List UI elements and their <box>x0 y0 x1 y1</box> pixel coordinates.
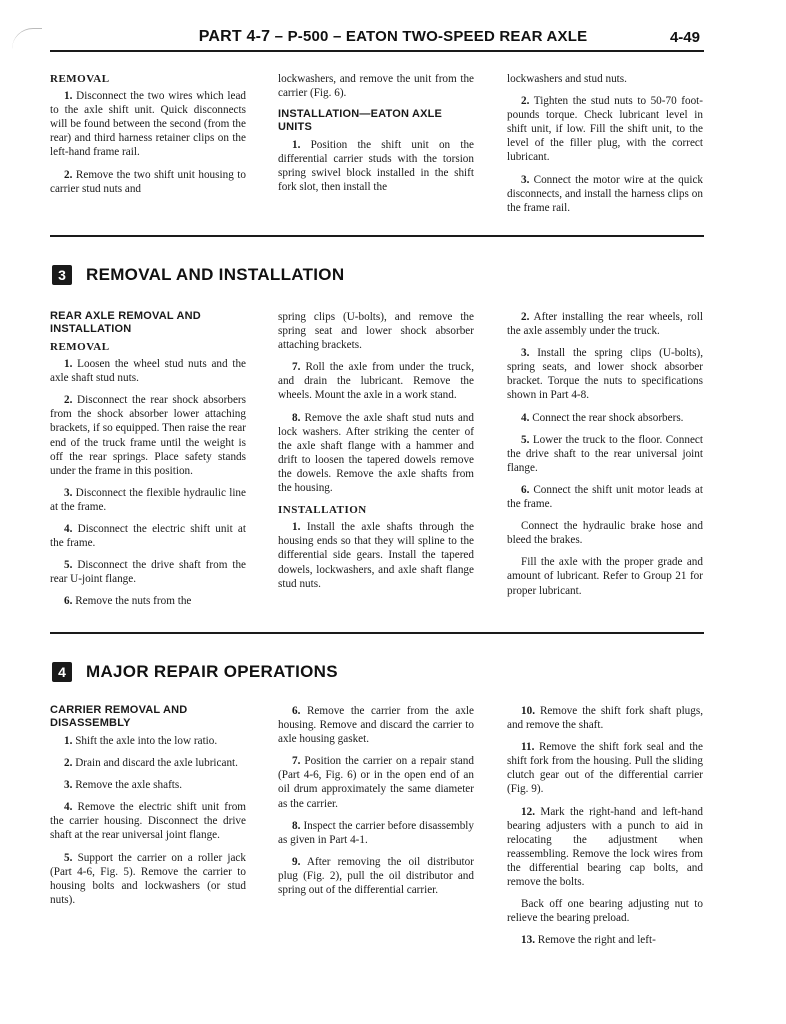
paragraph-text: Inspect the carrier before disassembly as given in Part 4-1. <box>278 819 475 846</box>
step-number: 5. <box>64 851 73 864</box>
header-dash: – <box>274 28 284 45</box>
paragraph-text: Remove the carrier from the axle housing. Remove and discard the carrier to axle housing gasket. <box>278 705 474 746</box>
paragraph-text: After installing the rear wheels, roll the axle assembly under the truck. <box>507 311 703 338</box>
step-number: 3. <box>521 347 530 360</box>
paragraph <box>278 310 474 352</box>
paragraph <box>50 89 246 159</box>
section-3-column-3 <box>507 310 703 606</box>
step-number: 8. <box>292 819 301 832</box>
paragraph-text: Support the carrier on a roller jack (Part 4-6, Fig. 5). Remove the carrier to housing bolts and lockwashers (or stud nuts). <box>50 851 246 906</box>
step-number: 13. <box>521 934 535 947</box>
paragraph-text: Disconnect the two wires which lead to the axle shift unit. Quick disconnects will be found between the second (from the rear) and third harness retainer clips on the left-hand frame rail. <box>50 90 247 159</box>
paragraph-text: Shift the axle into the low ratio. <box>75 735 218 747</box>
step-number: 6. <box>521 483 530 496</box>
section-rule-4 <box>50 632 704 634</box>
step-number: 1. <box>64 358 73 371</box>
section-rule-3 <box>50 235 704 237</box>
step-number: 7. <box>292 361 301 374</box>
step-number: 1. <box>64 735 73 747</box>
section-3-heading <box>52 265 344 285</box>
step-number: 4. <box>64 801 73 814</box>
header-subtitle: P-500 – EATON TWO-SPEED REAR AXLE <box>287 28 588 45</box>
paragraph <box>50 778 246 792</box>
paragraph-text: Disconnect the flexible hydraulic line at the frame. <box>50 486 246 513</box>
paragraph <box>50 393 246 478</box>
paragraph-text: Roll the axle from under the truck, and drain the lubricant. Remove the wheels. Mount the axle in a work stand. <box>278 361 475 402</box>
paragraph-text: Remove the two shift unit housing to carrier stud nuts and <box>50 168 246 195</box>
paragraph <box>50 734 246 748</box>
subheading: INSTALLATION—EATON AXLE UNITS <box>278 108 443 134</box>
step-number: 3. <box>64 779 73 792</box>
paragraph-text: Remove the right and left- <box>537 934 656 947</box>
top-column-1 <box>50 72 246 204</box>
section-3-column-1 <box>50 310 246 617</box>
page-number: 4-49 <box>669 29 700 46</box>
step-number: 2. <box>64 394 73 407</box>
step-number: 3. <box>521 173 530 186</box>
paragraph <box>507 433 703 475</box>
step-number: 6. <box>64 595 73 608</box>
paragraph-text: Mark the right-hand and left-hand bearing adjusters with a punch to aid in relocating the adjustment when reassembling. Remove the lock wires from the differential bearing cap bolts, and remove the bolts. <box>507 805 704 889</box>
paragraph-text: Connect the motor wire at the quick disconnects, and install the harness clips on the frame rail. <box>507 173 704 214</box>
paragraph-text: Remove the electric shift unit from the carrier housing. Disconnect the drive shaft at the rear universal joint flange. <box>50 801 247 842</box>
paragraph <box>278 72 474 100</box>
running-header <box>0 28 786 46</box>
step-number: 8. <box>292 411 301 424</box>
paragraph <box>507 519 703 547</box>
step-number: 2. <box>64 757 73 770</box>
paragraph-text: lockwashers and stud nuts. <box>507 73 627 85</box>
step-number: 5. <box>521 433 530 446</box>
paragraph-text: Disconnect the drive shaft from the rear U-joint flange. <box>50 559 246 586</box>
section-4-title: MAJOR REPAIR OPERATIONS <box>86 662 338 681</box>
paragraph-text: Remove the shift fork seal and the shift fork from the housing. Pull the sliding clutch gear out of the differential carrier (Fig. 9). <box>507 741 703 796</box>
paragraph-text: spring clips (U-bolts), and remove the spring seat and lower shock absorber attaching brackets. <box>278 311 474 352</box>
paragraph <box>507 411 703 425</box>
step-number: 4. <box>64 523 73 536</box>
paragraph <box>507 933 703 947</box>
paragraph <box>507 72 703 86</box>
paragraph-text: Connect the hydraulic brake hose and bleed the brakes. <box>507 520 703 547</box>
paragraph <box>507 555 703 597</box>
paragraph-text: Remove the axle shafts. <box>75 779 183 792</box>
part-label: PART 4-7 <box>198 28 271 45</box>
paragraph <box>278 138 474 194</box>
paragraph <box>50 357 246 385</box>
section-4-column-3 <box>507 704 703 955</box>
paragraph <box>278 754 474 810</box>
paragraph-text: Back off one bearing adjusting nut to relieve the bearing preload. <box>507 898 703 925</box>
subheading: INSTALLATION <box>278 504 367 517</box>
subheading: REMOVAL <box>50 341 110 353</box>
paragraph <box>50 851 246 907</box>
step-number: 1. <box>292 521 301 534</box>
paragraph <box>507 346 703 402</box>
paragraph-text: Disconnect the electric shift unit at the frame. <box>50 523 247 550</box>
paragraph <box>50 486 246 514</box>
paragraph <box>278 855 474 897</box>
step-number: 2. <box>521 311 530 323</box>
paragraph <box>278 819 474 847</box>
paragraph <box>50 522 246 550</box>
step-number: 1. <box>64 90 73 103</box>
step-number: 2. <box>64 168 73 181</box>
step-number: 3. <box>64 486 73 499</box>
paragraph-text: Position the carrier on a repair stand (Part 4-6, Fig. 6) or in the open end of an oil drum approximately the same diameter as the carrier. <box>278 755 474 810</box>
top-column-3 <box>507 72 703 223</box>
subheading: REMOVAL <box>50 73 110 85</box>
paragraph-text: Install the spring clips (U-bolts), spring seats, and lower shock absorber bracket. Torque the nuts to specifications shown in Part 4-8. <box>507 347 703 402</box>
section-4-heading <box>52 662 338 682</box>
paragraph <box>507 94 703 164</box>
paragraph <box>278 411 474 496</box>
paragraph-text: Disconnect the rear shock absorbers from the shock absorber lower attaching brackets, if so equipped. Then raise the rear end of the truck frame until the weight is off the rear springs. Place safety stands under the frame in this position. <box>50 394 246 477</box>
section-4-badge: 4 <box>52 662 72 682</box>
paragraph-text: Remove the shift fork shaft plugs, and remove the shaft. <box>507 705 704 732</box>
paragraph <box>507 310 703 338</box>
paragraph <box>50 168 246 196</box>
subheading: REAR AXLE REMOVAL AND INSTALLATION <box>50 310 201 335</box>
paragraph-text: Install the axle shafts through the housing ends so that they will spline to the differential side gears. Install the tapered dowels, lockwashers, and axle shaft flange stud nuts. <box>278 521 474 590</box>
paragraph <box>507 740 703 796</box>
paragraph-text: Drain and discard the axle lubricant. <box>75 757 238 770</box>
paragraph <box>50 558 246 586</box>
paragraph <box>507 483 703 511</box>
step-number: 7. <box>292 755 301 768</box>
paragraph-text: After removing the oil distributor plug (Fig. 2), pull the oil distributor and spring out of the differential carrier. <box>278 855 474 897</box>
step-number: 9. <box>292 855 301 868</box>
step-number: 4. <box>521 411 530 424</box>
header-rule <box>50 50 704 52</box>
section-3-column-2 <box>278 310 474 599</box>
paragraph-text: Fill the axle with the proper grade and amount of lubricant. Refer to Group 21 for proper lubricant. <box>507 556 703 597</box>
section-4-column-1 <box>50 704 246 915</box>
step-number: 1. <box>292 139 301 152</box>
step-number: 12. <box>521 805 535 818</box>
paragraph <box>507 704 703 732</box>
step-number: 10. <box>521 705 535 717</box>
paragraph <box>507 897 703 925</box>
paragraph <box>507 805 703 890</box>
paragraph <box>50 756 246 770</box>
paragraph-text: lockwashers, and remove the unit from the carrier (Fig. 6). <box>278 73 474 100</box>
top-column-2 <box>278 72 474 203</box>
paragraph-text: Lower the truck to the floor. Connect the drive shaft to the rear universal joint flange. <box>507 433 703 474</box>
paragraph <box>278 360 474 402</box>
paragraph <box>50 800 246 842</box>
section-4-column-2 <box>278 704 474 905</box>
paragraph-text: Remove the nuts from the <box>75 595 192 608</box>
paragraph-text: Connect the shift unit motor leads at the frame. <box>507 483 704 511</box>
section-3-title: REMOVAL AND INSTALLATION <box>86 265 345 284</box>
subheading: CARRIER REMOVAL AND DISASSEMBLY <box>50 704 188 729</box>
paragraph-text: Remove the axle shaft stud nuts and lock washers. After striking the center of the axle shaft flange with a hammer and drift to loosen the tapered dowels remove the dowels. Remove the axle shafts from the housing. <box>278 411 474 495</box>
paragraph-text: Position the shift unit on the differential carrier studs with the torsion spring swivel block installed in the shift fork slot, then install the <box>278 139 475 194</box>
paragraph-text: Tighten the stud nuts to 50-70 foot-pounds torque. Check lubricant level in shift unit, if low. Fill the shift unit, to the level of the filler plug, with the correct lubricant. <box>507 95 703 164</box>
paragraph <box>278 520 474 590</box>
section-3-badge: 3 <box>52 265 72 285</box>
paragraph-text: Connect the rear shock absorbers. <box>532 411 684 424</box>
paragraph <box>507 173 703 215</box>
step-number: 5. <box>64 559 73 572</box>
paragraph-text: Loosen the wheel stud nuts and the axle shaft stud nuts. <box>50 358 247 385</box>
step-number: 2. <box>521 95 530 108</box>
step-number: 6. <box>292 705 301 717</box>
paragraph <box>278 704 474 746</box>
paragraph <box>50 594 246 608</box>
step-number: 11. <box>521 741 535 754</box>
